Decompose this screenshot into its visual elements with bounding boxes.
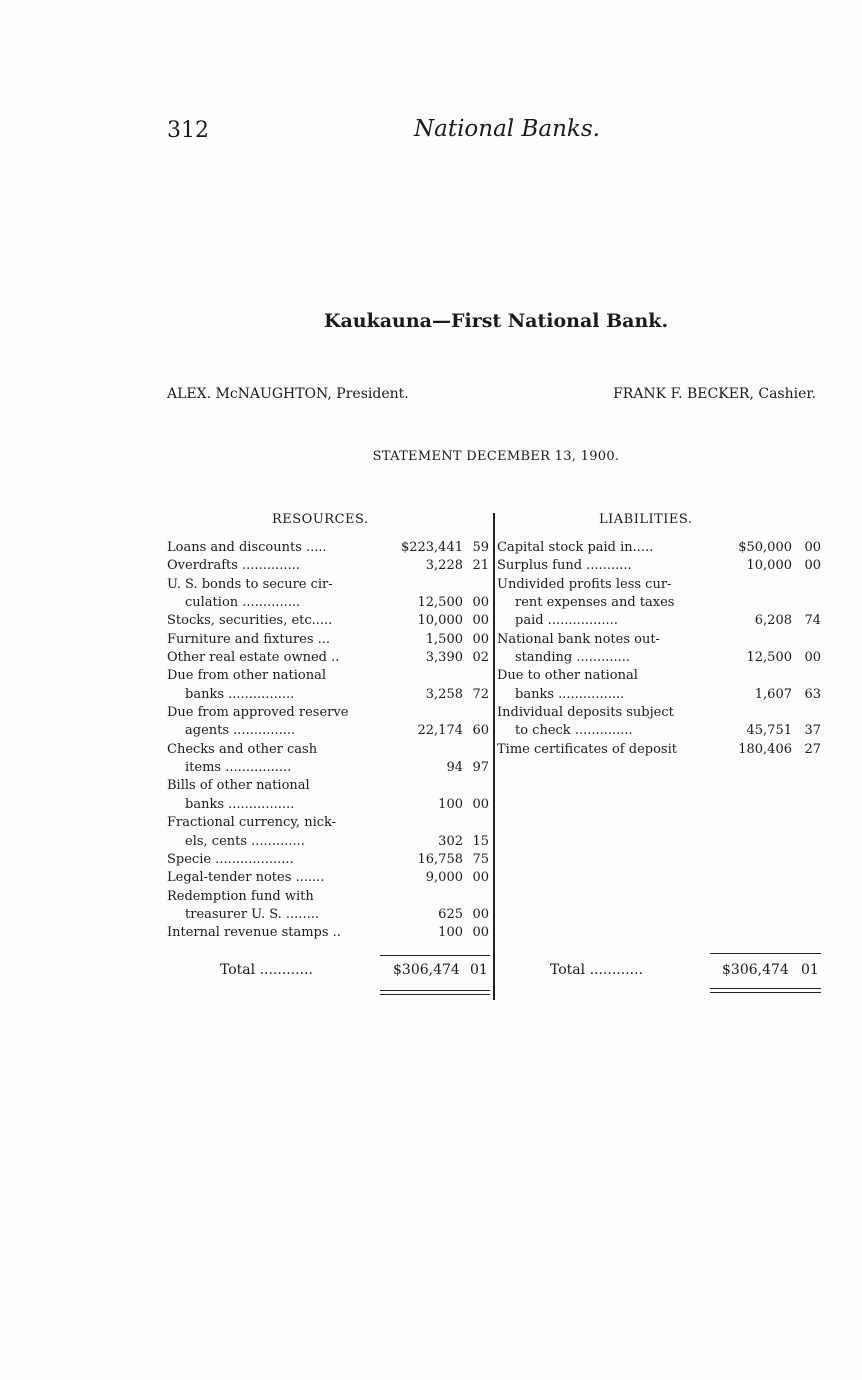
resources-item-label: banks ................ — [185, 686, 295, 702]
resources-item-cents: 15 — [472, 833, 489, 849]
liabilities-row — [497, 576, 821, 594]
resources-row — [167, 814, 489, 832]
resources-row — [167, 539, 489, 557]
page-number: 312 — [167, 118, 209, 143]
liabilities-item-dollars: 1,607 — [754, 686, 792, 702]
resources-row — [167, 667, 489, 685]
president-line: ALEX. McNAUGHTON, President. — [167, 386, 409, 402]
resources-item-dollars: 3,390 — [425, 650, 463, 666]
resources-item-dollars: 625 — [438, 906, 463, 922]
resources-item-dollars: 16,758 — [417, 851, 463, 867]
resources-row — [167, 759, 489, 777]
resources-subtotal-rule — [380, 955, 490, 956]
resources-item-dollars: 3,228 — [425, 558, 463, 574]
resources-item-label: Loans and discounts ..... — [167, 540, 327, 555]
resources-item-cents: 00 — [472, 925, 489, 941]
resources-item-cents: 00 — [472, 906, 489, 922]
resources-row — [167, 594, 489, 612]
resources-row — [167, 704, 489, 722]
liabilities-total-double-rule-2 — [710, 992, 821, 993]
resources-table — [167, 539, 489, 943]
liabilities-item-dollars: 180,406 — [738, 741, 792, 757]
liabilities-row — [497, 631, 821, 649]
resources-item-label: treasurer U. S. ........ — [185, 906, 319, 922]
resources-item-label: Stocks, securities, etc..... — [167, 613, 333, 629]
liabilities-item-dollars: 12,500 — [746, 650, 792, 666]
running-head: National Banks. — [414, 116, 600, 142]
resources-row — [167, 777, 489, 795]
resources-item-label: Bills of other national — [167, 778, 310, 794]
liabilities-item-dollars: 6,208 — [754, 613, 792, 629]
resources-total-dollars: $306,474 — [393, 962, 460, 978]
liabilities-item-dollars: 10,000 — [746, 558, 792, 574]
resources-row — [167, 686, 489, 704]
liabilities-item-cents: 00 — [804, 650, 821, 666]
resources-row — [167, 796, 489, 814]
resources-item-label: Fractional currency, nick- — [167, 815, 337, 831]
resources-item-label: Overdrafts .............. — [167, 558, 300, 574]
liabilities-row — [497, 741, 821, 759]
liabilities-item-label: Individual deposits subject — [497, 705, 674, 721]
resources-item-label: Due from approved reserve — [167, 705, 349, 721]
resources-item-cents: 02 — [472, 650, 489, 666]
resources-item-dollars: $223,441 — [400, 540, 463, 555]
liabilities-item-dollars: $50,000 — [738, 540, 792, 555]
resources-item-cents: 21 — [472, 558, 489, 574]
resources-item-label: banks ................ — [185, 796, 295, 812]
liabilities-row — [497, 539, 821, 557]
column-divider — [493, 513, 495, 1000]
liabilities-total-dollars: $306,474 — [722, 962, 789, 978]
liabilities-row — [497, 594, 821, 612]
resources-item-dollars: 10,000 — [417, 613, 463, 629]
resources-item-label: Specie ................... — [167, 851, 294, 867]
liabilities-row — [497, 686, 821, 704]
liabilities-total-double-rule — [710, 988, 821, 989]
resources-item-label: U. S. bonds to secure cir- — [167, 576, 333, 592]
resources-item-cents: 00 — [472, 631, 489, 647]
resources-total-cents: 01 — [470, 962, 488, 978]
liabilities-item-cents: 00 — [804, 540, 821, 555]
resources-row — [167, 631, 489, 649]
cashier-line: FRANK F. BECKER, Cashier. — [613, 386, 816, 402]
bank-title: Kaukauna—First National Bank. — [323, 310, 669, 332]
liabilities-row — [497, 649, 821, 667]
resources-item-dollars: 1,500 — [425, 631, 463, 647]
liabilities-item-cents: 00 — [804, 558, 821, 574]
liabilities-item-cents: 74 — [804, 613, 821, 629]
liabilities-row — [497, 612, 821, 630]
liabilities-item-label: Due to other national — [497, 668, 638, 684]
resources-row — [167, 906, 489, 924]
resources-total-double-rule-2 — [380, 994, 490, 995]
resources-item-cents: 00 — [472, 796, 489, 812]
resources-item-label: Other real estate owned .. — [167, 650, 340, 666]
resources-row — [167, 888, 489, 906]
resources-total-label: Total ............ — [220, 962, 313, 978]
liabilities-table — [497, 539, 821, 759]
liabilities-item-dollars: 45,751 — [746, 723, 792, 739]
resources-item-dollars: 22,174 — [417, 723, 463, 739]
liabilities-row — [497, 722, 821, 740]
resources-item-cents: 75 — [472, 851, 489, 867]
resources-row — [167, 722, 489, 740]
resources-item-cents: 72 — [472, 686, 489, 702]
resources-row — [167, 833, 489, 851]
resources-item-dollars: 12,500 — [417, 595, 463, 611]
statement-date: STATEMENT DECEMBER 13, 1900. — [372, 449, 620, 464]
liabilities-item-label: standing ............. — [515, 650, 631, 666]
liabilities-item-label: rent expenses and taxes — [515, 595, 675, 611]
resources-item-label: Internal revenue stamps .. — [167, 925, 341, 941]
resources-item-label: Legal-tender notes ....... — [167, 870, 325, 886]
liabilities-item-label: to check .............. — [515, 723, 633, 739]
liabilities-total-cents: 01 — [801, 962, 819, 978]
liabilities-item-cents: 63 — [804, 686, 821, 702]
resources-row — [167, 924, 489, 942]
liabilities-item-label: banks ................ — [515, 686, 625, 702]
resources-row — [167, 649, 489, 667]
resources-item-label: Checks and other cash — [167, 741, 318, 757]
resources-item-cents: 59 — [472, 540, 489, 555]
resources-row — [167, 576, 489, 594]
resources-row — [167, 869, 489, 887]
liabilities-row — [497, 557, 821, 575]
liabilities-item-label: Capital stock paid in..... — [497, 540, 654, 555]
resources-item-label: els, cents ............. — [185, 833, 305, 849]
resources-item-cents: 60 — [472, 723, 489, 739]
resources-item-dollars: 94 — [446, 760, 463, 776]
liabilities-row — [497, 667, 821, 685]
resources-row — [167, 851, 489, 869]
resources-row — [167, 741, 489, 759]
resources-row — [167, 612, 489, 630]
resources-item-cents: 00 — [472, 613, 489, 629]
resources-heading: RESOURCES. — [272, 512, 369, 527]
liabilities-item-cents: 37 — [804, 723, 821, 739]
liabilities-item-label: National bank notes out- — [497, 631, 660, 647]
liabilities-total-label: Total ............ — [550, 962, 643, 978]
resources-item-label: culation .............. — [185, 595, 301, 611]
liabilities-heading: LIABILITIES. — [599, 512, 693, 527]
resources-item-label: items ................ — [185, 760, 292, 776]
liabilities-subtotal-rule — [710, 953, 821, 954]
liabilities-row — [497, 704, 821, 722]
liabilities-item-label: Surplus fund ........... — [497, 558, 632, 574]
resources-item-label: Furniture and fixtures ... — [167, 631, 331, 647]
resources-item-cents: 97 — [472, 760, 489, 776]
resources-item-label: agents ............... — [185, 723, 296, 739]
resources-total-double-rule — [380, 990, 490, 991]
liabilities-item-label: Undivided profits less cur- — [497, 576, 672, 592]
resources-item-cents: 00 — [472, 870, 489, 886]
resources-item-dollars: 100 — [438, 796, 463, 812]
resources-item-dollars: 3,258 — [425, 686, 463, 702]
resources-item-dollars: 100 — [438, 925, 463, 941]
liabilities-item-cents: 27 — [804, 741, 821, 757]
resources-item-label: Redemption fund with — [167, 888, 314, 904]
resources-item-dollars: 9,000 — [425, 870, 463, 886]
resources-item-cents: 00 — [472, 595, 489, 611]
resources-item-label: Due from other national — [167, 668, 327, 684]
resources-item-dollars: 302 — [438, 833, 463, 849]
liabilities-item-label: paid ................. — [515, 613, 618, 629]
liabilities-item-label: Time certificates of deposit — [497, 741, 677, 757]
resources-row — [167, 557, 489, 575]
